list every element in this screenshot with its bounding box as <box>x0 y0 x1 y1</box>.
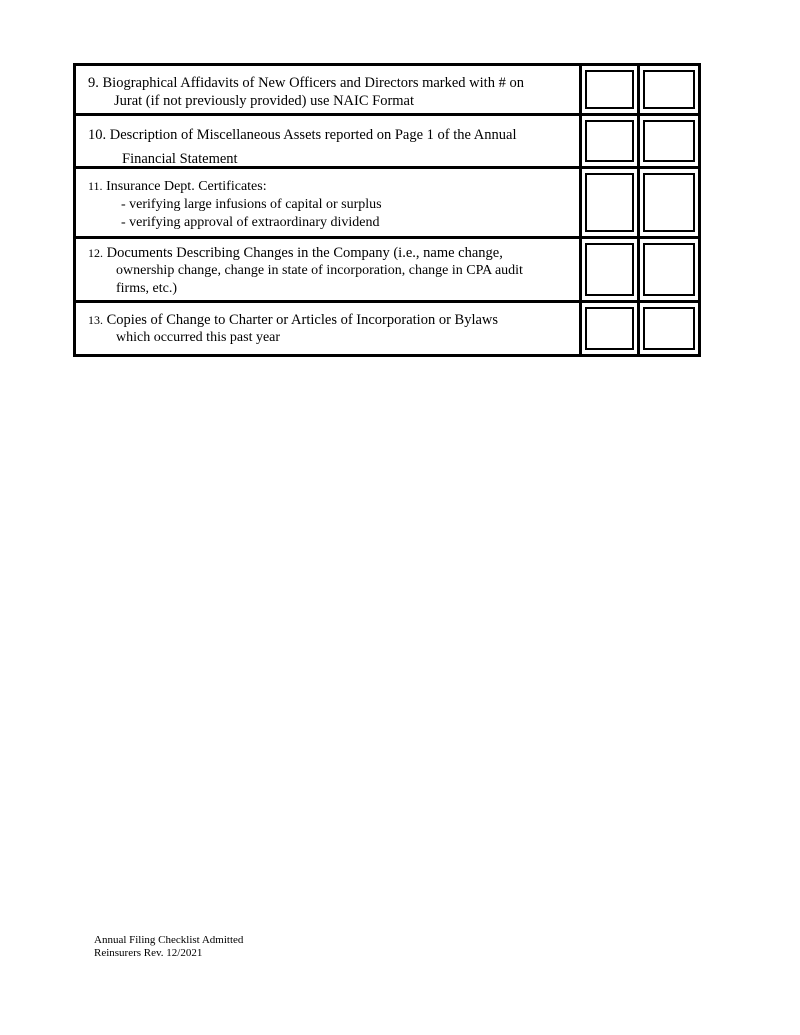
checkbox[interactable] <box>585 120 634 162</box>
checkbox-cell-2 <box>640 66 698 113</box>
checkbox-cell-1 <box>582 239 640 300</box>
item-text: Copies of Change to Charter or Articles of Incorporation or Bylaws <box>106 312 499 328</box>
item-description <box>76 116 582 166</box>
item-description <box>76 239 582 300</box>
item-text: Biographical Affidavits of New Officers and Directors marked with # on <box>102 75 524 91</box>
item-text: Description of Miscellaneous Assets reported on Page 1 of the Annual <box>109 127 517 143</box>
item-number: 13. <box>88 313 103 327</box>
item-description <box>76 169 582 236</box>
page-footer <box>94 934 243 960</box>
item-subpoint: - verifying large infusions of capital or surplus <box>121 197 382 212</box>
checkbox-cell-2 <box>640 169 698 236</box>
item-number: 11. <box>88 179 103 193</box>
item-text: Insurance Dept. Certificates: <box>106 179 267 194</box>
checkbox[interactable] <box>643 307 695 350</box>
checklist-row-10 <box>76 116 698 169</box>
item-description <box>76 303 582 354</box>
checkbox[interactable] <box>585 173 634 232</box>
item-number: 9. <box>88 75 99 91</box>
checkbox[interactable] <box>643 173 695 232</box>
checkbox-cell-1 <box>582 303 640 354</box>
item-text-continued: ownership change, change in state of incorporation, change in CPA audit <box>116 263 523 278</box>
checklist-row-11 <box>76 169 698 239</box>
checkbox[interactable] <box>585 243 634 296</box>
checkbox[interactable] <box>643 70 695 109</box>
item-text-continued: firms, etc.) <box>116 281 178 296</box>
checkbox-cell-2 <box>640 239 698 300</box>
item-text-continued: which occurred this past year <box>116 330 281 345</box>
checkbox-cell-2 <box>640 303 698 354</box>
checklist-row-13 <box>76 303 698 354</box>
item-number: 10. <box>88 127 107 143</box>
checkbox-cell-1 <box>582 169 640 236</box>
item-subpoint: - verifying approval of extraordinary dividend <box>121 215 380 230</box>
checklist-table <box>73 63 701 357</box>
checkbox[interactable] <box>585 70 634 109</box>
checkbox[interactable] <box>585 307 634 350</box>
checkbox-cell-2 <box>640 116 698 166</box>
item-number: 12. <box>88 246 103 260</box>
item-text: Documents Describing Changes in the Company (i.e., name change, <box>106 245 503 261</box>
footer-line: Reinsurers Rev. 12/2021 <box>94 947 203 959</box>
checklist-row-12 <box>76 239 698 303</box>
checklist-row-9 <box>76 66 698 116</box>
checkbox-cell-1 <box>582 66 640 113</box>
checkbox-cell-1 <box>582 116 640 166</box>
checkbox[interactable] <box>643 243 695 296</box>
item-description <box>76 66 582 113</box>
item-text-continued: Jurat (if not previously provided) use NAIC Format <box>114 93 415 109</box>
checkbox[interactable] <box>643 120 695 162</box>
footer-line: Annual Filing Checklist Admitted <box>94 934 244 946</box>
item-text-continued: Financial Statement <box>122 151 238 167</box>
